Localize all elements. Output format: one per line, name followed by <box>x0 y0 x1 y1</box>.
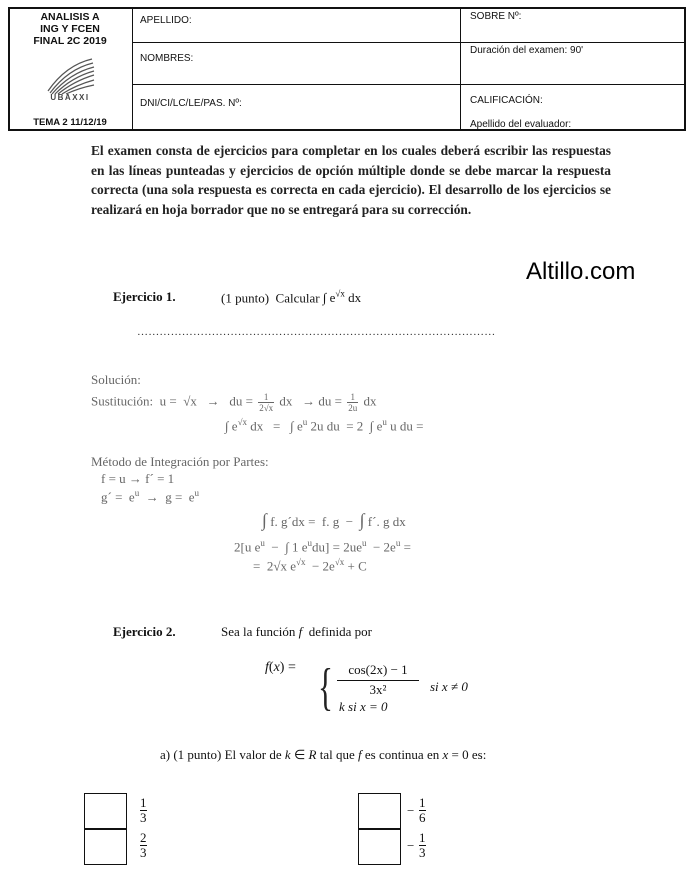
f-definition: f = u → f´ = 1 <box>101 471 175 486</box>
ubaxxi-logo-icon <box>46 55 96 95</box>
piecewise-brace: { <box>318 659 333 716</box>
option-label: 1 6 <box>419 795 426 825</box>
sobre-field[interactable]: SOBRE Nº: <box>470 11 522 22</box>
watermark: Altillo.com <box>526 258 636 285</box>
final-result: = 2√x $e^{√x} - 2e^{√x} + C$ <box>253 557 367 574</box>
header-divider <box>460 9 461 129</box>
fraction-bar <box>337 680 419 681</box>
option-checkbox[interactable] <box>84 829 127 865</box>
exercise-1-prompt: (1 punto) Calcular ∫ $e^{√x}$ dx <box>221 289 362 306</box>
piece-k: k si x = 0 <box>339 699 388 714</box>
option-checkbox[interactable] <box>358 829 401 865</box>
option-sign: − <box>407 803 415 818</box>
g-definition: g´ = $e^u \to g = e^u$ <box>101 488 200 505</box>
evaluador-field[interactable]: Apellido del evaluador: <box>470 119 572 130</box>
header-divider <box>132 42 684 43</box>
exam-instructions: El examen consta de ejercicios para completar en los cuales deberá escribir las respuestas en las líneas punteadas y ejercicios de opción múltiple donde se debe marcar la respuesta correcta (una sola respuesta es correcta en cada ejercicio). El desarrollo de los ejercicios se realizará en hoja borrador que no se entregará para su corrección. <box>91 143 611 217</box>
duration-label: Duración del examen: 90' <box>470 45 584 56</box>
method-label: Método de Integración por Partes: <box>91 454 269 469</box>
logo-text: UBAXXI <box>50 93 90 102</box>
piece-condition: si x ≠ 0 <box>430 679 468 694</box>
part-a-question: a) (1 punto) El valor de k ∈ R tal que f es continua en x = 0 es: <box>160 747 487 762</box>
option-sign: − <box>407 838 415 853</box>
parts-formula: ∫ f. g´dx = f. g − ∫ f´. g dx <box>262 510 406 530</box>
exercise-2-prompt: Sea la función f definida por <box>221 624 372 639</box>
apellido-field[interactable]: APELLIDO: <box>140 15 192 26</box>
answer-line[interactable]: …………………………………………………………………………………… <box>137 326 496 338</box>
course-title: ANALISIS A ING Y FCEN FINAL 2C 2019 <box>33 11 107 47</box>
parts-step: 2[u $e^u$ − ∫ 1 $e^udu] = 2ue^u - 2e^u$ = <box>234 538 411 555</box>
option-label: 1 3 <box>140 795 147 825</box>
exercise-1-title: Ejercicio 1. <box>113 289 176 304</box>
piece-denominator: 3x² <box>369 682 387 697</box>
header-divider <box>132 84 684 85</box>
exercise-2-title: Ejercicio 2. <box>113 624 176 639</box>
option-checkbox[interactable] <box>358 793 401 829</box>
calificacion-field[interactable]: CALIFICACIÓN: <box>470 95 543 106</box>
dni-field[interactable]: DNI/CI/LC/LE/PAS. Nº: <box>140 98 242 109</box>
substitution-line: Sustitución: u = √x → du = $\frac{1}{2√x}$ dx → du = $\frac{1}{2u}$ dx <box>91 392 377 413</box>
header-divider <box>132 9 133 129</box>
option-label: 2 3 <box>140 830 147 860</box>
function-name: f(x) = <box>265 660 296 675</box>
option-label: 1 3 <box>419 830 426 860</box>
piece-numerator: cos(2x) − 1 <box>348 662 408 677</box>
exam-header <box>8 7 686 131</box>
nombres-field[interactable]: NOMBRES: <box>140 53 194 64</box>
tema-date: TEMA 2 11/12/19 <box>33 117 107 128</box>
substitution-integral: ∫ $e^{√x}$ dx = ∫ $e^u$ 2u du = 2 ∫ $e^u$ u du = <box>225 417 424 434</box>
option-checkbox[interactable] <box>84 793 127 829</box>
solution-label: Solución: <box>91 372 141 387</box>
